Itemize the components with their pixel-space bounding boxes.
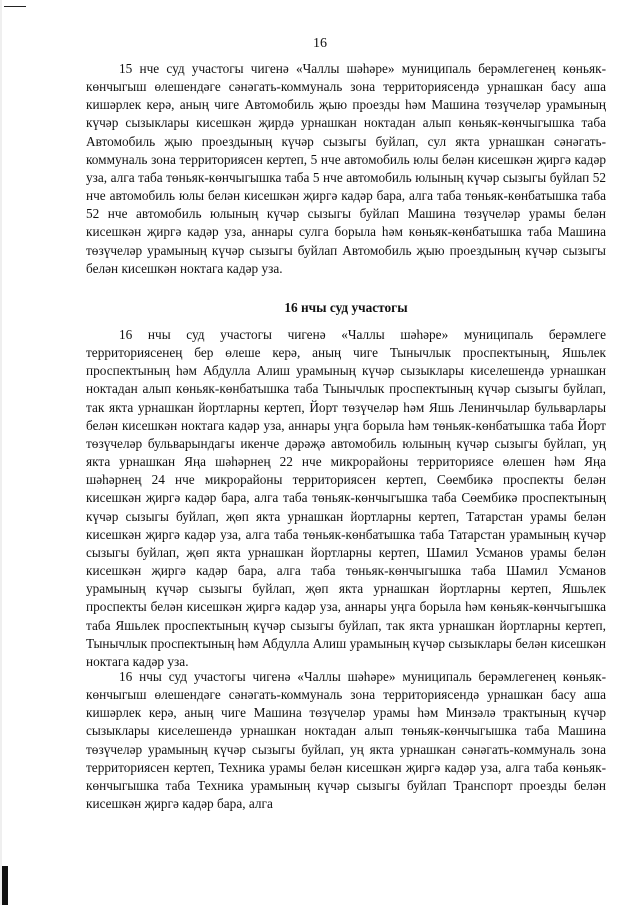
- paragraph-1: 15 нче суд участогы чигенә «Чаллы шәһәре» муниципаль берәмлегенең көньяк-көнчыгыш өлешендәге сәнәгать-коммуналь зона территориясендә урнашкан басу аша кишәрлек керә, аның чиге Автомобиль җыю проезды һәм Машина төзүчеләр урамының күчәр сызыклары кисешкән җирдә урнашкан ноктадан алып көньяк-көнчыгышка таба Автомобиль җыю проездының күчәр сызыгы буйлап, сул якта урнашкан сәнәгать-коммуналь зона территориясен кертеп, 5 нче автомобиль юлы белән кисешкән җиргә кадәр уза, алга таба төньяк-көнчыгышка таба 5 нче автомобиль юлының күчәр сызыгы буйлап 52 нче автомобиль юлы белән кисешкән җиргә кадәр бара, алга таба төньяк-көнбатышка таба 52 нче автомобиль юлының күчәр сызыгы буйлап Машина төзүчеләр урамы белән кисешкән җиргә кадәр уза, аннары сулга борыла һәм көньяк-көнбатышка таба Машина төзүчеләр урамының күчәр сызыгы буйлап Автомобиль җыю проездының күчәр сызыгы белән кисешкән ноктага кадәр уза.: [86, 61, 606, 276]
- scan-top-mark: [4, 6, 26, 7]
- paragraph-1-block: [86, 60, 606, 278]
- paragraph-2-block: [86, 326, 606, 671]
- scan-binding-mark: [2, 866, 8, 905]
- paragraph-2: 16 нчы суд участогы чигенә «Чаллы шәһәре» муниципаль берәмлеге территориясенең бер өлеше керә, аның чиге Тынычлык проспектының, Яшьлек проспектының һәм Абдулла Алиш урамының күчәр сызыклары киселешендә урнашкан ноктадан алып көньяк-көнбатышка таба Тынычлык проспектының күчәр сызыгы буйлап, так якта урнашкан йортларны кертеп, Йорт төзүчеләр һәм Яшь Ленинчылар бульварлары белән кисешкән ноктага кадәр уза, аннары уңга борыла һәм төньяк-көнбатышка таба Йорт төзүчеләр бульварындагы икенче дәрәҗә автомобиль юлының күчәр сызыгы буйлап, уң якта урнашкан Яңа шәһәрнең 22 нче микрорайоны территориясе өлешен һәм Яңа шәһәрнең 24 нче микрорайоны территориясен кертеп, Сөембикә проспекты белән кисешкән җиргә кадәр бара, алга таба төньяк-көнчыгышка таба Сөембикә проспектының күчәр сызыгы буйлап, җөп якта урнашкан йортларны кертеп, Татарстан урамы белән кисешкән җиргә кадәр уза, алга таба төньяк-көнбатышка таба Татарстан урамының күчәр сызыгы буйлап, җөп якта урнашкан йортларны кертеп, Шамил Усманов урамы белән кисешкән җиргә кадәр бара, алга таба төньяк-көнчыгышка таба Шамил Усманов урамының күчәр сызыгы буйлап, җөп якта урнашкан йортларны кертеп, Яшьлек проспекты белән кисешкән җиргә кадәр уза, аннары уңга борыла һәм көньяк-көнчыгышка таба Яшьлек проспектының күчәр сызыгы буйлап, так якта урнашкан йортларны кертеп, Тынычлык проспектының һәм Абдулла Алиш урамының күчәр сызыклары белән кисешкән ноктага кадәр уза.: [86, 327, 606, 669]
- section-heading: 16 нчы суд участогы: [284, 300, 408, 315]
- scan-left-edge: [0, 0, 2, 905]
- paragraph-3-block: [86, 668, 606, 813]
- paragraph-3: 16 нчы суд участогы чигенә «Чаллы шәһәре» муниципаль берәмлегенең көньяк-көнчыгыш өлешендәге сәнәгать-коммуналь зона территориясендә урнашкан басу аша кишәрлек керә, аның чиге Машина төзүчеләр урамы һәм Минзәлә трактының күчәр сызыклары киселешендә урнашкан ноктадан алып төньяк-көнчыгышка таба Машина төзүчеләр урамының күчәр сызыгы буйлап, уң якта урнашкан сәнәгать-коммуналь зона территориясен кертеп, Техника урамы белән кисешкән җиргә кадәр уза, алга таба көньяк-көнчыгышка таба Техника урамының күчәр сызыгы буйлап Транспорт проезды белән кисешкән җиргә кадәр бара, алга: [86, 669, 606, 812]
- page-number: 16: [313, 36, 327, 51]
